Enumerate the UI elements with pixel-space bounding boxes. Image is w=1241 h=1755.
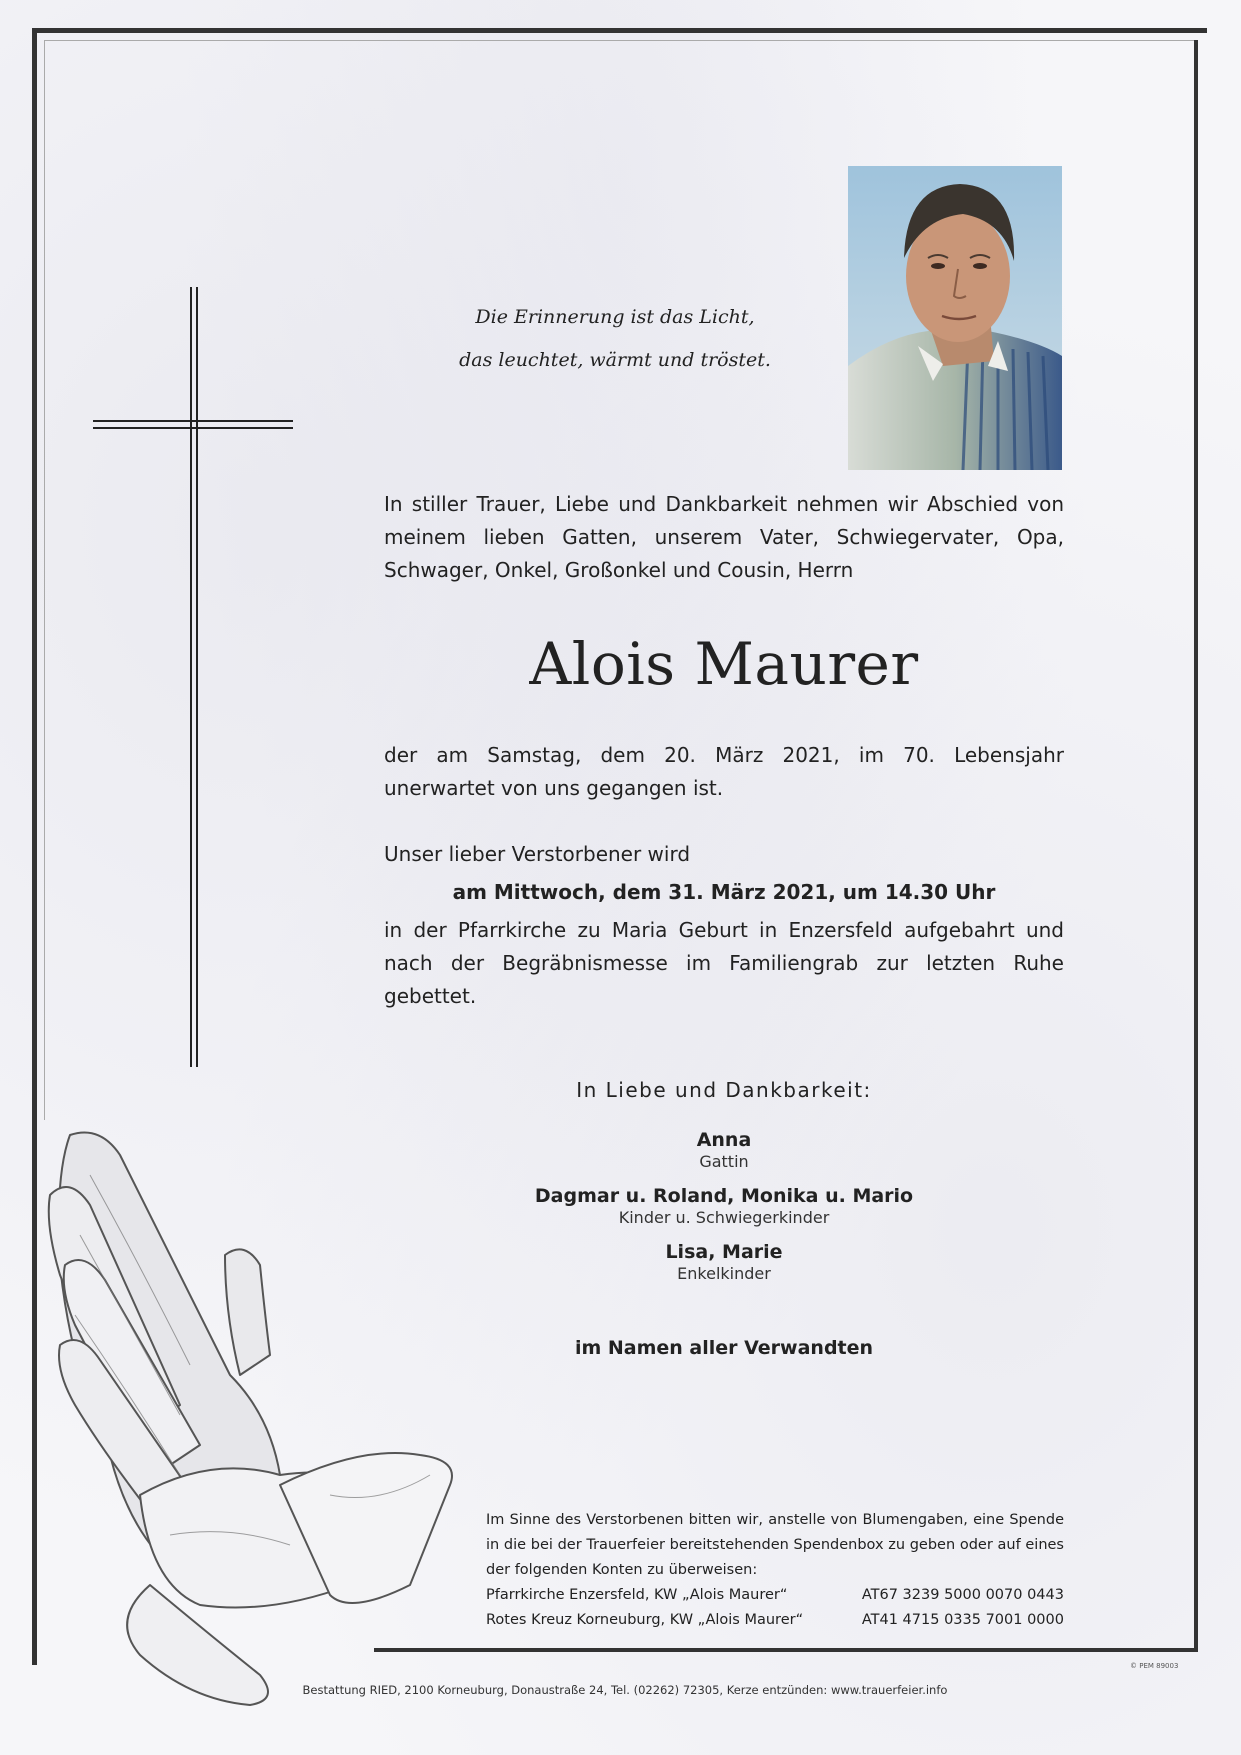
funeral-place-text: in der Pfarrkirche zu Maria Geburt in Enzersfeld aufgebahrt und nach der Begräbnismesse im Familiengrab zur letzten Ruhe gebettet.	[384, 918, 1064, 1008]
mourner-relation: Enkelkinder	[677, 1264, 771, 1283]
funeral-home-footer: Bestattung RIED, 2100 Korneuburg, Donaustraße 24, Tel. (02262) 72305, Kerze entzünden: www.trauerfeier.info	[302, 1683, 948, 1697]
death-notice-text: der am Samstag, dem 20. März 2021, im 70. Lebensjahr unerwartet von uns gegangen ist.	[384, 743, 1064, 800]
mourner-relation: Kinder u. Schwiegerkinder	[618, 1208, 830, 1227]
intro-text: In stiller Trauer, Liebe und Dankbarkeit nehmen wir Abschied von meinem lieben Gatten, unserem Vater, Schwiegervater, Opa, Schwager, Onkel, Großonkel und Cousin, Herrn	[384, 492, 1064, 582]
mourner-relation: Gattin	[699, 1152, 749, 1171]
donation-section	[486, 1508, 1064, 1633]
portrait-photo	[848, 166, 1062, 470]
frame-bottom-border	[374, 1648, 1197, 1652]
mourner-entry	[384, 1128, 1064, 1172]
account-iban: AT41 4715 0335 7001 0000	[861, 1612, 1064, 1628]
funeral-date: am Mittwoch, dem 31. März 2021, um 14.30 Uhr	[452, 880, 996, 904]
account-row	[486, 1608, 1064, 1633]
mourner-names: Dagmar u. Roland, Monika u. Mario	[534, 1185, 914, 1207]
relatives-line: im Namen aller Verwandten	[574, 1337, 874, 1359]
mourner-entry	[384, 1184, 1064, 1228]
donation-text: Im Sinne des Verstorbenen bitten wir, anstelle von Blumengaben, eine Spende in die bei der Trauerfeier bereitstehenden Spendenbox zu geben oder auf eines der folgenden Konten zu überweisen:	[486, 1512, 1064, 1578]
funeral-intro-text: Unser lieber Verstorbener wird	[384, 842, 691, 866]
memorial-quote	[420, 296, 810, 382]
copyright-mark: © PEM 89003	[1130, 1662, 1179, 1670]
quote-line-1: Die Erinnerung ist das Licht,	[475, 306, 755, 328]
mourner-entry	[384, 1240, 1064, 1284]
quote-line-2: das leuchtet, wärmt und tröstet.	[459, 349, 771, 371]
praying-hands-icon	[30, 1115, 480, 1710]
deceased-name: Alois Maurer	[529, 630, 919, 698]
mourner-names: Anna	[696, 1129, 752, 1151]
mourners-heading: In Liebe und Dankbarkeit:	[576, 1078, 872, 1102]
mourner-names: Lisa, Marie	[665, 1241, 783, 1263]
account-row	[486, 1583, 1064, 1608]
account-iban: AT67 3239 5000 0070 0443	[861, 1587, 1064, 1603]
account-name: Pfarrkirche Enzersfeld, KW „Alois Maurer“	[486, 1587, 788, 1603]
account-name: Rotes Kreuz Korneuburg, KW „Alois Maurer“	[486, 1612, 804, 1628]
